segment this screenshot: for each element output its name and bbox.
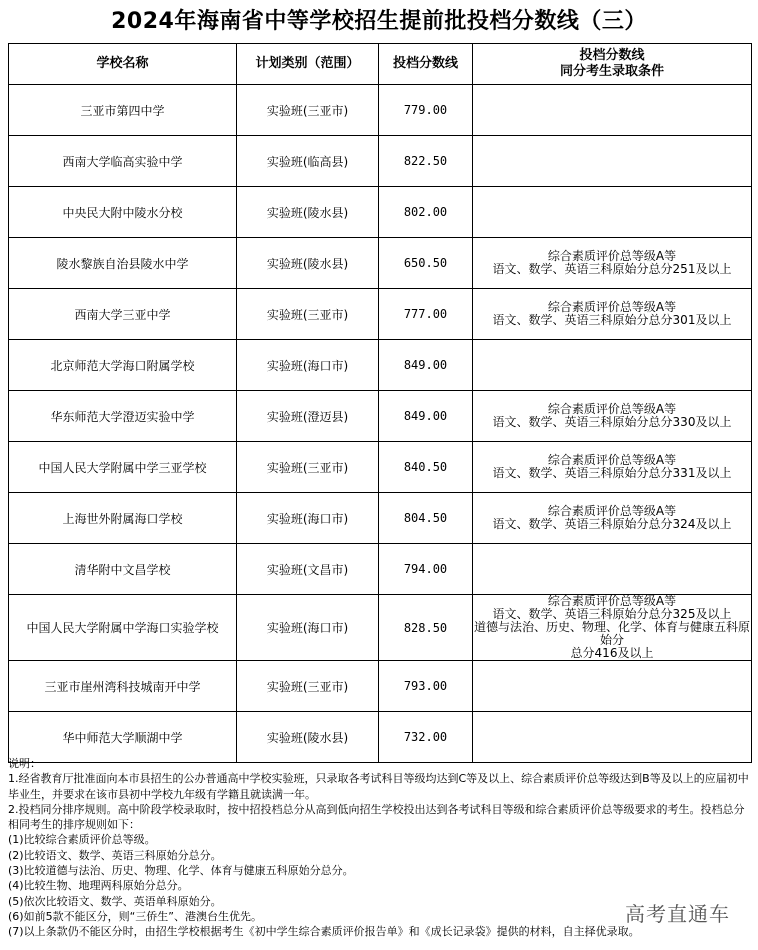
tie-condition-cell: [473, 493, 752, 544]
tie-condition-line: 总分416及以上: [570, 646, 654, 660]
tie-condition-line: 综合素质评价总等级A等: [547, 594, 677, 608]
plan-category-cell: 实验班(陵水县): [237, 238, 379, 289]
school-name-cell: 陵水黎族自治县陵水中学: [9, 238, 237, 289]
plan-category-cell: 实验班(陵水县): [237, 712, 379, 763]
header-score: 投档分数线: [379, 44, 473, 85]
table-row: [9, 544, 752, 595]
note-item: 1.经省教育厅批准面向本市县招生的公办普通高中学校实验班，只录取各考试科目等级均达到C等及以上、综合素质评价总等级达到B等及以上的应届初中毕业生，并要求在该市县初中学校九年级有学籍且就读满一年。: [8, 772, 749, 801]
tie-condition-line: 语文、数学、英语三科原始分总分301及以上: [492, 313, 732, 327]
note-item: (3)比较道德与法治、历史、物理、化学、体育与健康五科原始分总分。: [8, 864, 354, 878]
tie-condition-cell: [473, 544, 752, 595]
school-name-cell: 三亚市崖州湾科技城南开中学: [9, 661, 237, 712]
header-condition: 投档分数线 同分考生录取条件: [473, 44, 752, 85]
school-name-cell: 华中师范大学顺湖中学: [9, 712, 237, 763]
tie-condition-cell: [473, 661, 752, 712]
score-cell: 849.00: [379, 391, 473, 442]
school-name-cell: 三亚市第四中学: [9, 85, 237, 136]
table-row: [9, 238, 752, 289]
tie-condition-cell: [473, 238, 752, 289]
score-cell: 650.50: [379, 238, 473, 289]
table-row: [9, 340, 752, 391]
plan-category-cell: 实验班(海口市): [237, 595, 379, 661]
tie-condition-cell: [473, 85, 752, 136]
tie-condition-line: 综合素质评价总等级A等: [547, 300, 677, 314]
school-name-cell: 中央民大附中陵水分校: [9, 187, 237, 238]
plan-category-cell: 实验班(海口市): [237, 340, 379, 391]
page-title: 2024年海南省中等学校招生提前批投档分数线（三）: [111, 9, 647, 34]
tie-condition-cell: [473, 289, 752, 340]
watermark: 高考直通车: [625, 902, 730, 926]
school-name-cell: 清华附中文昌学校: [9, 544, 237, 595]
school-name-cell: 西南大学临高实验中学: [9, 136, 237, 187]
table-row: [9, 391, 752, 442]
score-cell: 732.00: [379, 712, 473, 763]
tie-condition-line: 语文、数学、英语三科原始分总分331及以上: [492, 466, 732, 480]
tie-condition-cell: [473, 595, 752, 661]
tie-condition-line: 语文、数学、英语三科原始分总分330及以上: [492, 415, 732, 429]
table-row: [9, 187, 752, 238]
note-item: (4)比较生物、地理两科原始分总分。: [8, 879, 189, 893]
score-cell: 794.00: [379, 544, 473, 595]
header-plan: 计划类别（范围）: [237, 44, 379, 85]
table-row: [9, 595, 752, 661]
table-row: [9, 442, 752, 493]
table-row: [9, 661, 752, 712]
score-cell: 777.00: [379, 289, 473, 340]
plan-category-cell: 实验班(三亚市): [237, 289, 379, 340]
tie-condition-line: 综合素质评价总等级A等: [547, 504, 677, 518]
score-cell: 828.50: [379, 595, 473, 661]
tie-condition-line: 综合素质评价总等级A等: [547, 453, 677, 467]
school-name-cell: 华东师范大学澄迈实验中学: [9, 391, 237, 442]
tie-condition-line: 语文、数学、英语三科原始分总分325及以上: [492, 607, 732, 621]
notes-heading: 说明：: [8, 757, 41, 770]
table-row: [9, 712, 752, 763]
school-name-cell: 上海世外附属海口学校: [9, 493, 237, 544]
score-cell: 779.00: [379, 85, 473, 136]
score-cell: 802.00: [379, 187, 473, 238]
table-row: [9, 85, 752, 136]
plan-category-cell: 实验班(三亚市): [237, 661, 379, 712]
tie-condition-cell: [473, 136, 752, 187]
plan-category-cell: 实验班(三亚市): [237, 85, 379, 136]
tie-condition-line: 道德与法治、历史、物理、化学、体育与健康五科原始分: [473, 620, 750, 647]
plan-category-cell: 实验班(澄迈县): [237, 391, 379, 442]
table-row: [9, 493, 752, 544]
tie-condition-line: 综合素质评价总等级A等: [547, 249, 677, 263]
table-row: [9, 289, 752, 340]
plan-category-cell: 实验班(临高县): [237, 136, 379, 187]
score-table: [8, 43, 752, 763]
table-row: [9, 136, 752, 187]
tie-condition-line: 综合素质评价总等级A等: [547, 402, 677, 416]
table-header-row: [9, 44, 752, 85]
score-cell: 804.50: [379, 493, 473, 544]
tie-condition-cell: [473, 442, 752, 493]
school-name-cell: 中国人民大学附属中学海口实验学校: [9, 595, 237, 661]
note-item: (1)比较综合素质评价总等级。: [8, 833, 156, 847]
plan-category-cell: 实验班(三亚市): [237, 442, 379, 493]
score-cell: 793.00: [379, 661, 473, 712]
score-cell: 840.50: [379, 442, 473, 493]
header-school: 学校名称: [9, 44, 237, 85]
note-item: (6)如前5款不能区分，则“三侨生”、港澳台生优先。: [8, 909, 262, 923]
note-item: 2.投档同分排序规则。高中阶段学校录取时，按中招投档总分从高到低向招生学校投出达到各考试科目等级和综合素质评价总等级要求的考生。投档总分相同考生的排序规则如下：: [8, 802, 745, 832]
note-item: (7)以上条款仍不能区分时，由招生学校根据考生《初中学生综合素质评价报告单》和《成长记录袋》提供的材料，自主择优录取。: [8, 925, 640, 939]
plan-category-cell: 实验班(文昌市): [237, 544, 379, 595]
tie-condition-cell: [473, 187, 752, 238]
plan-category-cell: 实验班(陵水县): [237, 187, 379, 238]
tie-condition-cell: [473, 391, 752, 442]
tie-condition-line: 语文、数学、英语三科原始分总分324及以上: [492, 517, 732, 531]
tie-condition-line: 语文、数学、英语三科原始分总分251及以上: [492, 262, 732, 276]
tie-condition-cell: [473, 340, 752, 391]
table-body: [9, 85, 752, 763]
plan-category-cell: 实验班(海口市): [237, 493, 379, 544]
tie-condition-cell: [473, 712, 752, 763]
score-cell: 822.50: [379, 136, 473, 187]
school-name-cell: 北京师范大学海口附属学校: [9, 340, 237, 391]
note-item: (2)比较语文、数学、英语三科原始分总分。: [8, 848, 222, 862]
school-name-cell: 西南大学三亚中学: [9, 289, 237, 340]
note-item: (5)依次比较语文、数学、英语单科原始分。: [8, 894, 222, 908]
score-cell: 849.00: [379, 340, 473, 391]
school-name-cell: 中国人民大学附属中学三亚学校: [9, 442, 237, 493]
